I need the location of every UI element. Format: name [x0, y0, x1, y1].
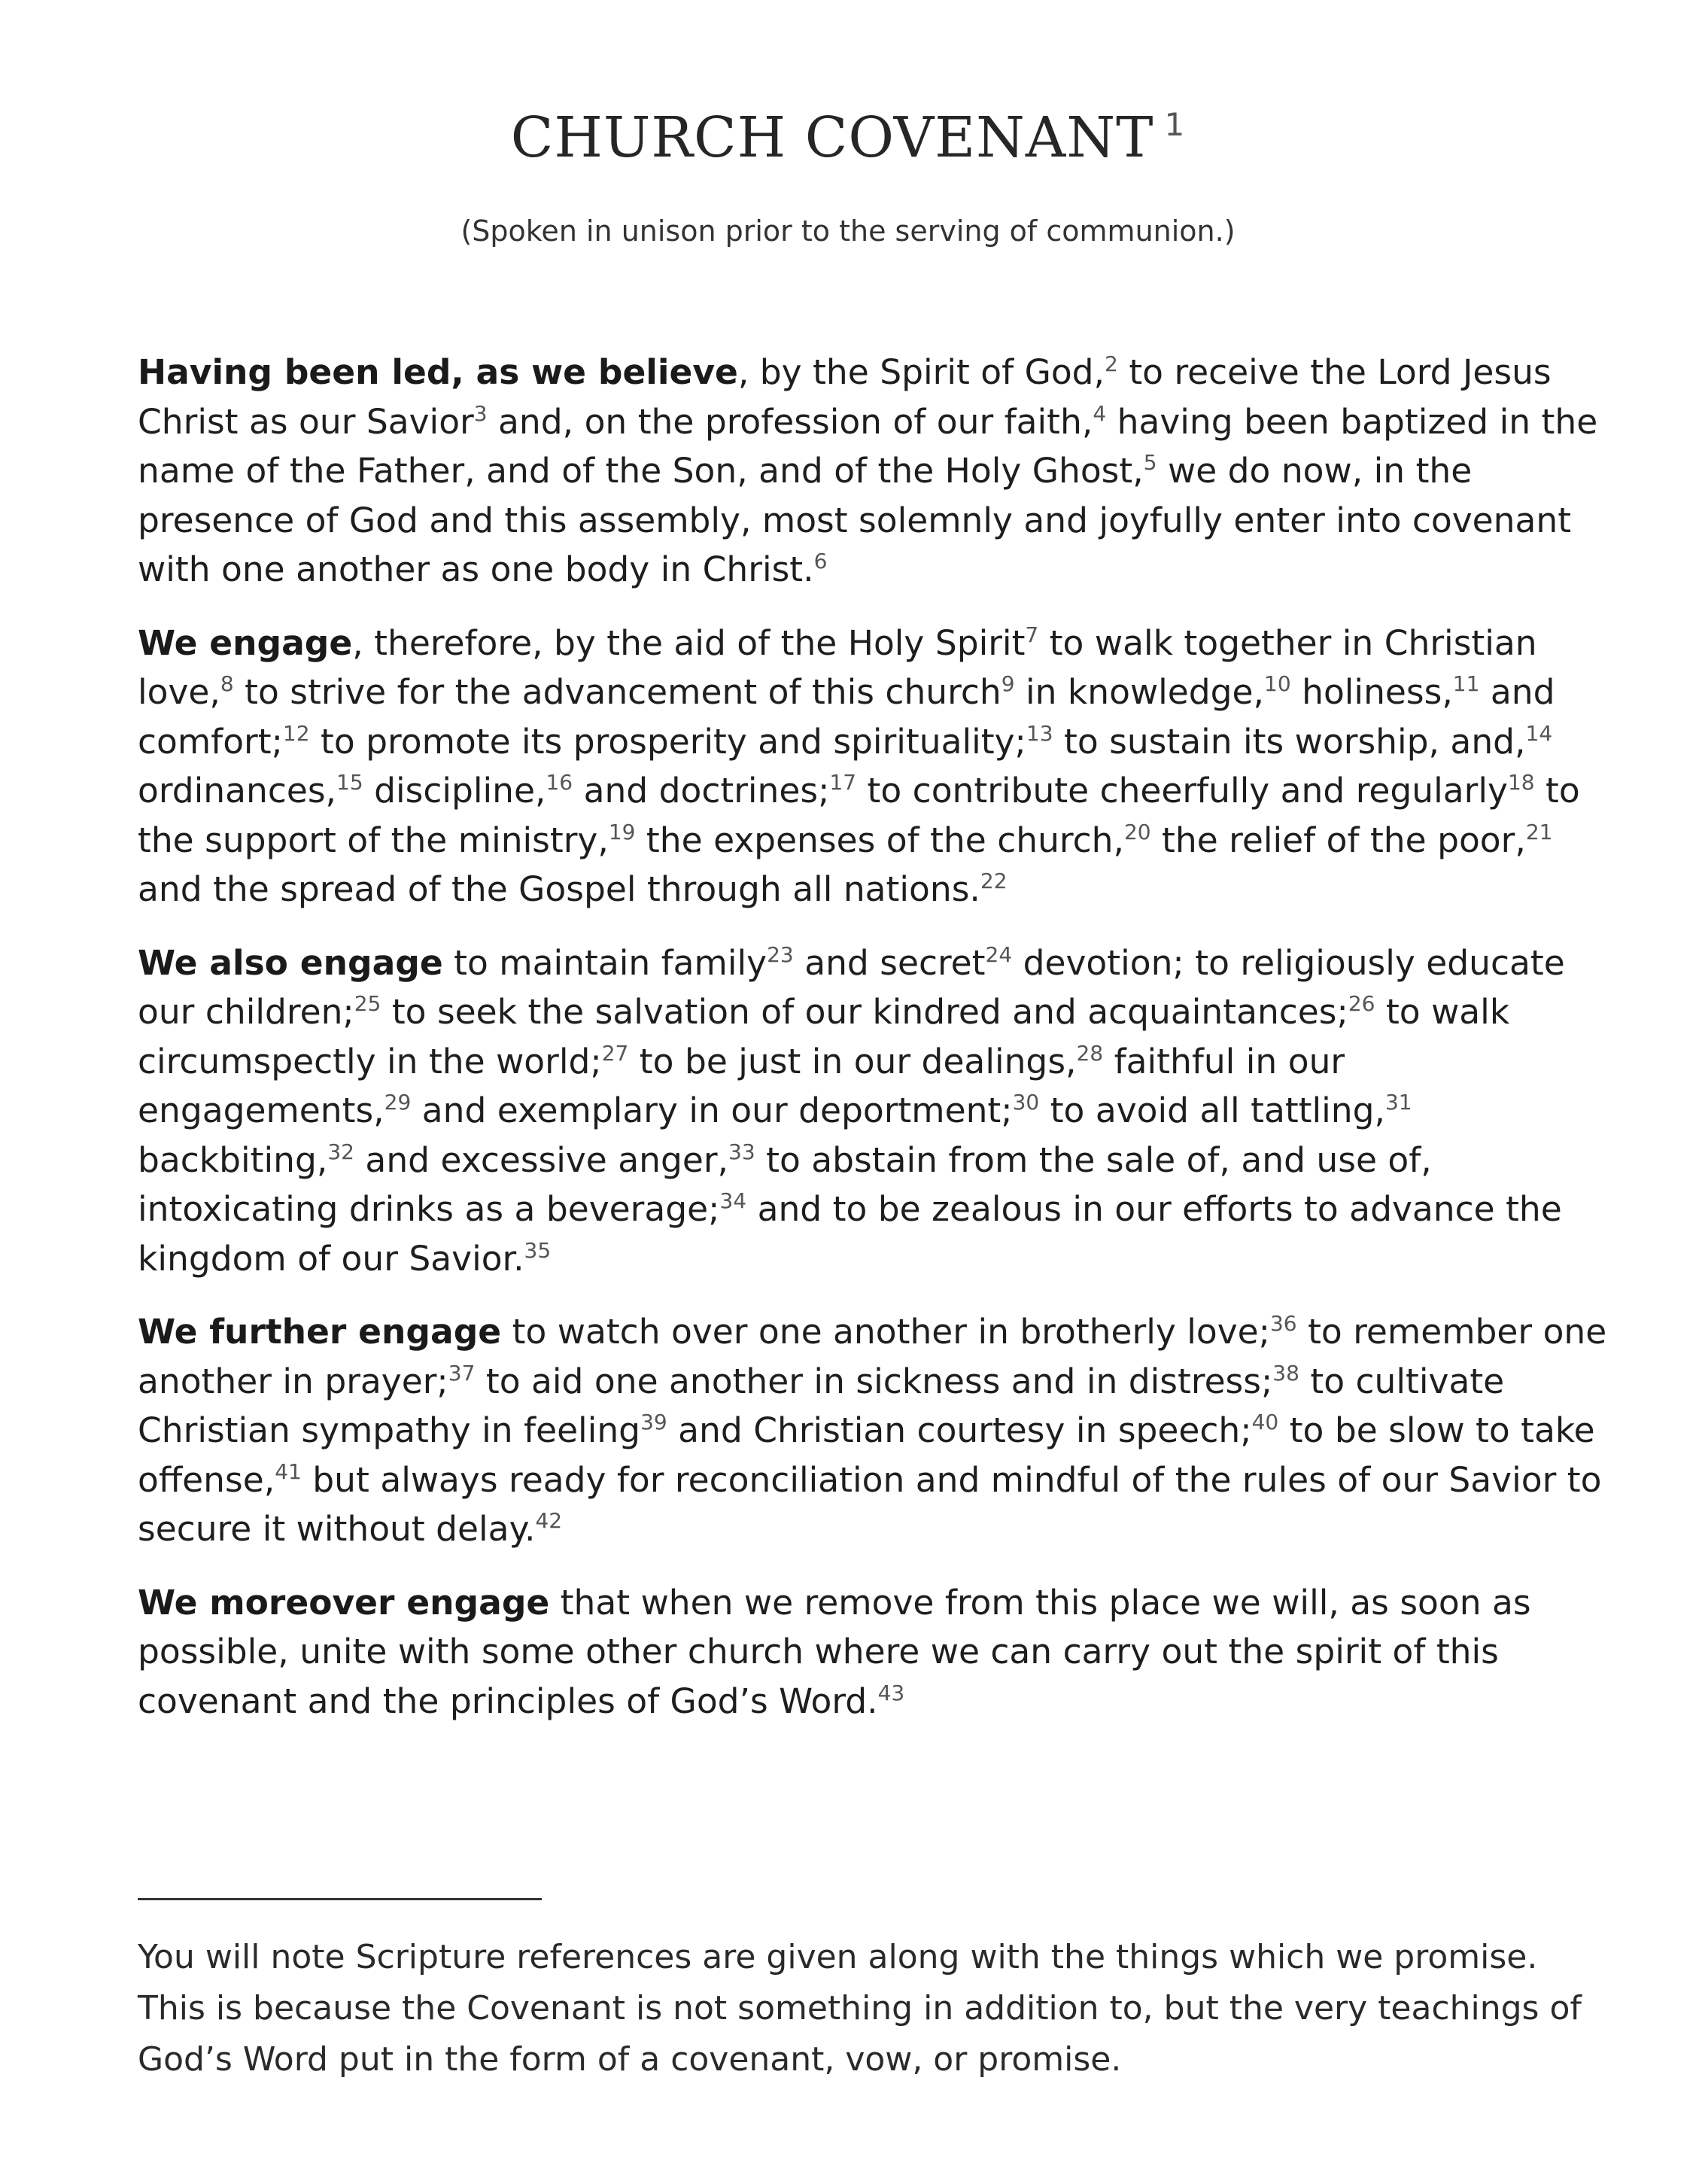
paragraph-text: discipline,	[363, 771, 546, 811]
covenant-body	[138, 348, 1612, 1750]
paragraph-text: and Christian courtesy in speech;	[667, 1410, 1252, 1450]
footnote-ref: 22	[980, 868, 1008, 893]
footnote-ref: 12	[282, 720, 310, 746]
footnote-text: You will note Scripture references are given along with the things which we promise. This is because the Covenant is not something in addition to, but the very teachings of God’s Word put in the form of a covenant, vow, or promise.	[138, 1938, 1582, 2079]
footnote-ref: 19	[608, 819, 636, 844]
paragraph-lead: We moreover engage	[138, 1582, 550, 1623]
page-title	[0, 105, 1696, 170]
paragraph-text: having been baptized in the name of the Father, and of the Son, and of the Holy Ghost,	[138, 401, 1598, 491]
title-text: CHURCH COVENANT	[510, 105, 1154, 170]
footnote-ref: 29	[384, 1090, 412, 1115]
footnote-ref: 27	[601, 1040, 629, 1066]
paragraph-text: and secret	[793, 942, 986, 983]
footnote-ref: 35	[524, 1237, 552, 1263]
paragraph-text: to receive the Lord Jesus Christ as our Savior	[138, 352, 1552, 442]
footnote-ref: 26	[1348, 991, 1375, 1016]
paragraph-text: and to be zealous in our efforts to advance the kingdom of our Savior.	[138, 1189, 1562, 1279]
paragraph-text: to remember one another in prayer;	[138, 1312, 1607, 1401]
paragraph-text: , therefore, by the aid of the Holy Spirit	[352, 622, 1026, 663]
footnote-ref: 36	[1269, 1311, 1297, 1336]
covenant-paragraph	[138, 1578, 1612, 1726]
footnote-ref: 23	[767, 941, 794, 967]
paragraph-text: to maintain family	[442, 942, 767, 983]
footnote-ref: 13	[1026, 720, 1053, 746]
footnote-ref: 24	[985, 941, 1013, 967]
paragraph-text: ordinances,	[138, 771, 337, 811]
paragraph-text: to promote its prosperity and spirituality;	[309, 721, 1026, 762]
footnote-ref: 33	[728, 1139, 755, 1164]
footnote-ref: 14	[1525, 720, 1553, 746]
paragraph-text: backbiting,	[138, 1139, 328, 1180]
paragraph-text: to seek the salvation of our kindred and acquaintances;	[381, 992, 1348, 1032]
footnote-ref: 7	[1025, 622, 1039, 647]
paragraph-text: to sustain its worship, and,	[1053, 721, 1526, 762]
footnote-ref: 31	[1384, 1090, 1412, 1115]
covenant-paragraph	[138, 619, 1612, 914]
footnote-ref: 34	[719, 1188, 747, 1213]
paragraph-text: in knowledge,	[1014, 672, 1265, 712]
paragraph-text: to strive for the advancement of this church	[233, 672, 1001, 712]
paragraph-text: to walk together in Christian love,	[138, 622, 1537, 712]
paragraph-text: to be slow to take offense,	[138, 1410, 1595, 1500]
footnote-ref: 21	[1525, 819, 1553, 844]
paragraph-text: devotion; to religiously educate our children;	[138, 942, 1565, 1032]
paragraph-text: to watch over one another in brotherly love;	[501, 1312, 1270, 1352]
page-subtitle: (Spoken in unison prior to the serving of communion.)	[460, 214, 1236, 248]
footnote-ref: 25	[354, 991, 381, 1016]
footnote-ref: 40	[1251, 1410, 1279, 1434]
title-footnote-ref: 1	[1164, 106, 1186, 143]
footnote-ref: 30	[1012, 1090, 1040, 1115]
footnote-ref: 41	[275, 1459, 302, 1484]
covenant-paragraph	[138, 348, 1612, 595]
paragraph-text: that when we remove from this place we will, as soon as possible, unite with some other church where we can carry out the spirit of this covenant and the principles of God’s Word.	[138, 1582, 1531, 1721]
paragraph-text: to be just in our dealings,	[628, 1041, 1077, 1081]
footnote-ref: 9	[1001, 671, 1015, 696]
paragraph-text: , by the Spirit of God,	[737, 352, 1105, 392]
footnote-ref: 8	[220, 671, 234, 696]
paragraph-text: to the support of the ministry,	[138, 771, 1580, 860]
footnote-ref: 3	[473, 400, 488, 426]
covenant-paragraph	[138, 1307, 1612, 1554]
footnote-ref: 37	[448, 1360, 476, 1386]
paragraph-text: to avoid all tattling,	[1039, 1090, 1385, 1130]
footnote-ref: 4	[1093, 400, 1107, 426]
paragraph-text: the relief of the poor,	[1150, 820, 1526, 860]
covenant-paragraph	[138, 938, 1612, 1284]
paragraph-text: to aid one another in sickness and in distress;	[475, 1361, 1273, 1401]
paragraph-text: to abstain from the sale of, and use of, intoxicating drinks as a beverage;	[138, 1139, 1432, 1229]
paragraph-lead: We further engage	[138, 1312, 502, 1352]
paragraph-text: holiness,	[1290, 672, 1453, 712]
footnote-ref: 38	[1272, 1360, 1299, 1386]
footnote-ref: 28	[1076, 1040, 1104, 1066]
paragraph-lead: Having been led, as we believe	[138, 352, 738, 392]
paragraph-text: and excessive anger,	[354, 1139, 729, 1180]
footnote-ref: 42	[535, 1508, 563, 1533]
footnote-ref: 17	[829, 770, 857, 795]
paragraph-text: but always ready for reconciliation and mindful of the rules of our Savior to secure it without delay.	[138, 1459, 1602, 1549]
paragraph-text: and, on the profession of our faith,	[487, 401, 1093, 442]
paragraph-text: to walk circumspectly in the world;	[138, 992, 1510, 1081]
paragraph-text: and exemplary in our deportment;	[411, 1090, 1013, 1130]
paragraph-text: and doctrines;	[573, 771, 830, 811]
footnote-ref: 6	[813, 549, 828, 573]
paragraph-text: to cultivate Christian sympathy in feeling	[138, 1361, 1505, 1450]
footnote-ref: 5	[1143, 450, 1157, 475]
footnote-ref: 16	[546, 770, 573, 795]
paragraph-lead: We also engage	[138, 942, 443, 983]
footnote-ref: 11	[1452, 671, 1480, 696]
paragraph-text: the expenses of the church,	[635, 820, 1124, 860]
paragraph-text: and the spread of the Gospel through all nations.	[138, 869, 980, 909]
footnote-ref: 39	[640, 1410, 667, 1434]
footnote-divider	[138, 1898, 542, 1900]
footnote-ref: 32	[327, 1139, 354, 1164]
footnote-ref: 15	[336, 770, 363, 795]
paragraph-lead: We engage	[138, 622, 353, 663]
paragraph-text: faithful in our engagements,	[138, 1041, 1345, 1130]
footnote-ref: 43	[877, 1680, 905, 1705]
footnote-ref: 2	[1105, 351, 1118, 376]
footnote-ref: 18	[1507, 770, 1535, 795]
paragraph-text: to contribute cheerfully and regularly	[856, 771, 1508, 811]
footnote-ref: 20	[1123, 819, 1151, 844]
paragraph-text: and comfort;	[138, 672, 1555, 762]
paragraph-text: we do now, in the presence of God and this assembly, most solemnly and joyfully enter into covenant with one another as one body in Christ.	[138, 451, 1572, 589]
footnote-ref: 10	[1264, 671, 1291, 696]
